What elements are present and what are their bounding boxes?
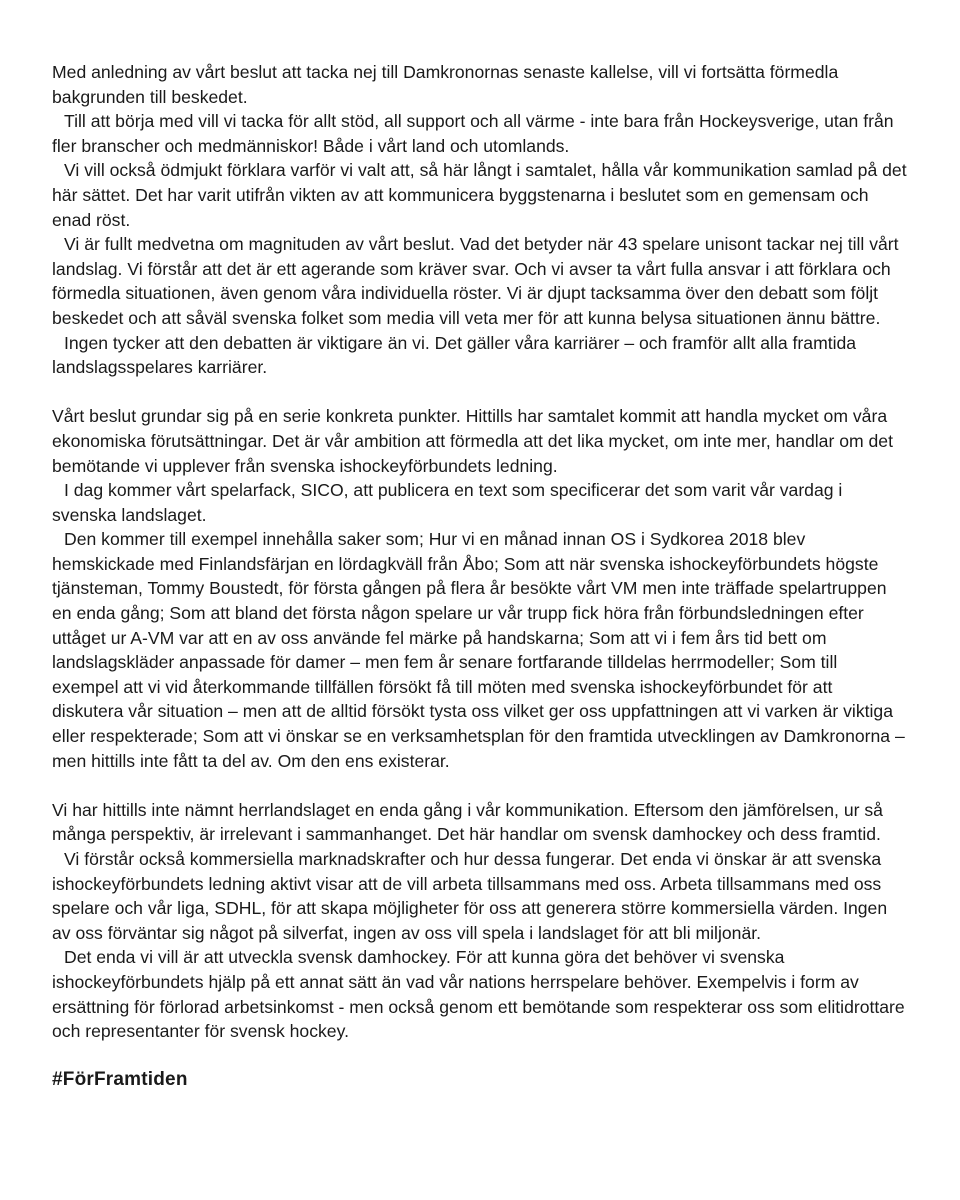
paragraph: Vi förstår också kommersiella marknadskrafter och hur dessa fungerar. Det enda vi önskar är att svenska ishockeyförbundets ledning aktivt visar att de vill arbeta tillsammans med oss. Arbeta tillsammans med oss spelare och vår liga, SDHL, för att skapa möjligheter för oss att generera större kommersiella värden. Ingen av oss förväntar sig något på silverfat, ingen av oss vill spela i landslaget för att bli miljonär. xyxy=(52,849,888,943)
paragraph: Vi har hittills inte nämnt herrlandslaget en enda gång i vår kommunikation. Eftersom den jämförelsen, ur så många perspektiv, är irrelevant i sammanhanget. Det här handlar om svensk damhockey och dess framtid. xyxy=(52,799,883,845)
paragraph: I dag kommer vårt spelarfack, SICO, att publicera en text som specificerar det som varit vår vardag i svenska landslaget. xyxy=(52,480,843,525)
hashtag[interactable]: #FörFramtiden xyxy=(52,1068,188,1090)
section-2 xyxy=(52,404,908,773)
paragraph: Med anledning av vårt beslut att tacka nej till Damkronornas senaste kallelse, vill vi fortsätta förmedla bakgrunden till beskedet. xyxy=(52,62,839,107)
paragraph: Vårt beslut grundar sig på en serie konkreta punkter. Hittills har samtalet kommit att handla mycket om våra ekonomiska förutsättningar. Det är vår ambition att förmedla att det lika mycket, om inte mer, handlar om det bemötande vi upplever från svenska ishockeyförbundets ledning. xyxy=(52,406,893,476)
paragraph: Till att börja med vill vi tacka för allt stöd, all support och all värme - inte bara från Hockeysverige, utan från fler branscher och medmänniskor! Både i vårt land och utomlands. xyxy=(52,111,894,156)
paragraph: Vi är fullt medvetna om magnituden av vårt beslut. Vad det betyder när 43 spelare unisont tackar nej till vårt landslag. Vi förstår att det är ett agerande som kräver svar. Och vi avser ta vårt fulla ansvar i att förklara och förmedla situationen, även genom våra individuella röster. Vi är djupt tacksamma över den debatt som följt beskedet och att såväl svenska folket som media vill veta mer för att kunna belysa situationen ännu bättre. xyxy=(52,234,899,328)
paragraph: Det enda vi vill är att utveckla svensk damhockey. För att kunna göra det behöver vi svenska ishockeyförbundets hjälp på ett annat sätt än vad vår nations herrspelare behöver. Exempelvis i form av ersättning för förlorad arbetsinkomst - men också genom ett bemötande som respekterar oss som elitidrottare och representanter för svensk hockey. xyxy=(52,947,905,1042)
paragraph: Ingen tycker att den debatten är viktigare än vi. Det gäller våra karriärer – och framför allt alla framtida landslagsspelares karriärer. xyxy=(52,332,857,378)
section-1 xyxy=(52,60,908,380)
paragraph: Vi vill också ödmjukt förklara varför vi valt att, så här långt i samtalet, hålla vår kommunikation samlad på det här sättet. Det har varit utifrån vikten av att kommunicera byggstenarna i beslutet som en gemensam och enad röst. xyxy=(52,160,907,230)
paragraph: Den kommer till exempel innehålla saker som; Hur vi en månad innan OS i Sydkorea 2018 blev hemskickade med Finlandsfärjan en lördagkväll från Åbo; Som att när svenska ishockeyförbundets högste tjänsteman, Tommy Boustedt, för första gången på flera år besökte vårt VM men inte träffade spelartruppen en enda gång; Som att bland det första någon spelare ur vår trupp fick höra från förbundsledningen efter uttåget ur A-VM var att en av oss använde fel märke på handskarna; Som att vi i fem års tid bett om landslagskläder anpassade för damer – men fem år senare fortfarande tilldelas herrmodeller; Som till exempel att vi vid återkommande tillfällen försökt få till möten med svenska ishockeyförbundet för att diskutera vår situation – men att de alltid försökt tysta oss vilket ger oss uppfattningen att vi varken är viktiga eller respekterade; Som att vi önskar se en verksamhetsplan för den framtida utvecklingen av Damkronorna – men hittills inte fått ta del av. Om den ens existerar. xyxy=(52,529,905,771)
section-3 xyxy=(52,798,908,1044)
section-spacer xyxy=(52,773,908,798)
section-spacer xyxy=(52,380,908,405)
